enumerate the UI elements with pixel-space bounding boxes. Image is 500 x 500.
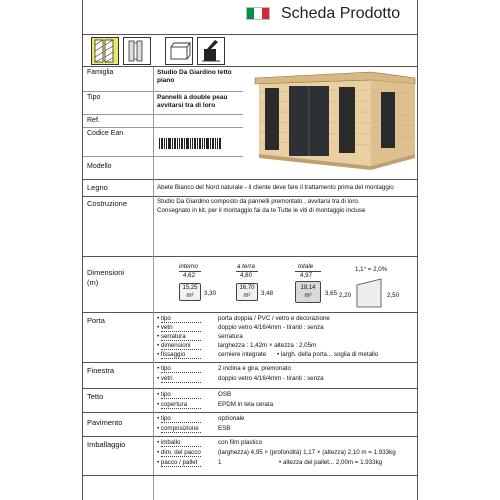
- finestra-item-value: doppio vetro 4/16/4mm - tiranti : senza: [218, 375, 324, 382]
- porta-item-value: serratura: [218, 333, 243, 340]
- interno-title: interno: [179, 263, 198, 270]
- tetto-item: • tipo: [157, 391, 201, 399]
- italian-flag-icon: [246, 7, 270, 20]
- detail-label: Modello: [87, 163, 112, 170]
- legno-label: Legno: [87, 183, 108, 192]
- totale-width: 4,97: [300, 272, 313, 279]
- item-key: dim. del pacco: [160, 449, 201, 456]
- detail-value: Studio Da Giardino tetto piano: [157, 69, 232, 84]
- imballaggio-item: • pacco / pallet: [157, 459, 201, 467]
- porta-item: • vetri: [157, 324, 201, 332]
- pavimento-label: Pavimento: [87, 418, 123, 427]
- imballaggio-item-value: 1: [218, 459, 222, 466]
- wall-panel-icon: [91, 37, 119, 65]
- a-terra-width: 4,80: [240, 272, 253, 279]
- totale-height: 3,65: [325, 290, 338, 297]
- costruzione-label: Costruzione: [87, 199, 128, 208]
- pavimento-item: • tipo: [157, 415, 201, 423]
- detail-row-ref: [83, 115, 243, 128]
- totale-area: 18,14: [300, 285, 316, 291]
- costruzione-line-1: Studio Da Giardino composto da pannelli premontato , avvitarsi tra di loro.: [157, 198, 360, 205]
- porta-item-value: doppio vetro 4/16/4mm - tiranti : senza: [218, 324, 324, 331]
- porta-extra: • largh. della porta... soglia di metallo: [277, 351, 379, 358]
- porta-item: • tipo: [157, 315, 201, 323]
- porta-item-value: cerniere integrate: [218, 351, 267, 358]
- finestra-item: • vetri: [157, 375, 201, 383]
- tetto-item-value: EPDM in tela cerata: [218, 401, 274, 408]
- tetto-item-value: OSB: [218, 391, 232, 398]
- finestra-item-value: 2 inclina e gira, premonato: [218, 365, 291, 372]
- interno-area: 15,25: [182, 285, 198, 291]
- pavimento-item-value: ESB: [218, 425, 231, 432]
- a-terra-height: 3,48: [261, 290, 274, 297]
- imballaggio-label: Imballaggio: [87, 440, 126, 449]
- dimensioni-unit: (m): [87, 278, 99, 287]
- pavimento-item-value: opzionale: [218, 415, 245, 422]
- item-key: pacco / pallet: [161, 459, 201, 467]
- totale-area-unit: m²: [304, 293, 312, 299]
- product-sheet: [82, 0, 418, 500]
- double-panel-icon: [123, 37, 151, 65]
- feature-icons: [83, 35, 417, 67]
- pavimento-item: • composizione: [157, 425, 201, 433]
- porta-item: • dimensioni: [157, 342, 201, 350]
- legno-value: Abete Bianco del Nord naturale - il cliente deve fare il trattamento prima del montaggio: [157, 184, 394, 191]
- product-image: [251, 68, 417, 178]
- imballaggio-item: • imballo: [157, 439, 201, 447]
- finestra-label: Finestra: [87, 366, 115, 375]
- detail-row-tipo: [83, 92, 243, 115]
- item-key: tipo: [161, 391, 201, 399]
- item-key: imballo: [161, 439, 201, 447]
- item-key: dimensioni: [161, 342, 201, 350]
- dimensioni-label: Dimensioni: [87, 268, 125, 277]
- interno-area-unit: m²: [186, 293, 194, 299]
- porta-label: Porta: [87, 316, 105, 325]
- imballaggio-item-value: con film plastico: [218, 439, 263, 446]
- imballaggio-item-value: (larghezza) 4,95 × (profondità) 1,17 × (altezza) 2,10 m = 1.933kg: [218, 449, 396, 456]
- finestra-item: • tipo: [157, 365, 201, 373]
- imballaggio-extra: • altezza del pallet... 2,00m = 1.933kg: [279, 459, 383, 466]
- a-terra-area-unit: m²: [243, 293, 251, 299]
- roof-slope: 1,1° = 2,0%: [355, 266, 388, 273]
- detail-value: Pannelli à double peau avvitarsi tra di loro: [157, 94, 228, 109]
- page-title: Scheda Prodotto: [281, 5, 401, 22]
- interno-width: 4,62: [183, 272, 196, 279]
- interno-height: 3,30: [204, 290, 217, 297]
- porta-item-value: larghezza : 1,42m × altezza : 2,05m: [218, 342, 317, 349]
- item-key: tipo: [161, 415, 201, 423]
- item-key: vetri: [161, 375, 201, 383]
- barcode: [159, 138, 225, 149]
- porta-item-value: porta doppia / PVC / vetro e decorazione: [218, 315, 330, 322]
- totale-title: totale: [298, 263, 314, 270]
- tetto-item: • copertura: [157, 401, 201, 409]
- detail-label: Tipo: [87, 94, 101, 101]
- item-key: tipo: [161, 315, 201, 323]
- item-key: fissaggio: [161, 351, 201, 359]
- detail-row-famiglia: [83, 67, 243, 92]
- detail-label: Famiglia: [87, 69, 114, 76]
- roof-profile-diagram: [355, 277, 383, 309]
- a-terra-title: a terra: [237, 263, 255, 270]
- item-key: copertura: [161, 401, 201, 409]
- detail-label: Codice Ean: [87, 130, 124, 137]
- item-key: serratura: [161, 333, 201, 341]
- a-terra-area: 16,70: [239, 285, 255, 291]
- paint-can-icon: [197, 37, 225, 65]
- box-icon: [165, 37, 193, 65]
- tetto-label: Tetto: [87, 392, 104, 401]
- roof-low: 2,20: [339, 292, 352, 299]
- detail-row-modello: [83, 157, 243, 179]
- item-key: vetri: [161, 324, 201, 332]
- imballaggio-item: • dim. del pacco: [157, 449, 201, 456]
- porta-item: • serratura: [157, 333, 201, 341]
- costruzione-line-2: Consegnato in kit, per il montaggio fai da te Tutte le viti di montaggio incluse: [157, 207, 366, 214]
- roof-high: 2,50: [387, 292, 400, 299]
- header: [83, 0, 417, 35]
- porta-item: • fissaggio: [157, 351, 201, 359]
- item-key: tipo: [161, 365, 201, 373]
- detail-label: Ref.: [87, 117, 100, 124]
- item-key: composizione: [161, 425, 201, 433]
